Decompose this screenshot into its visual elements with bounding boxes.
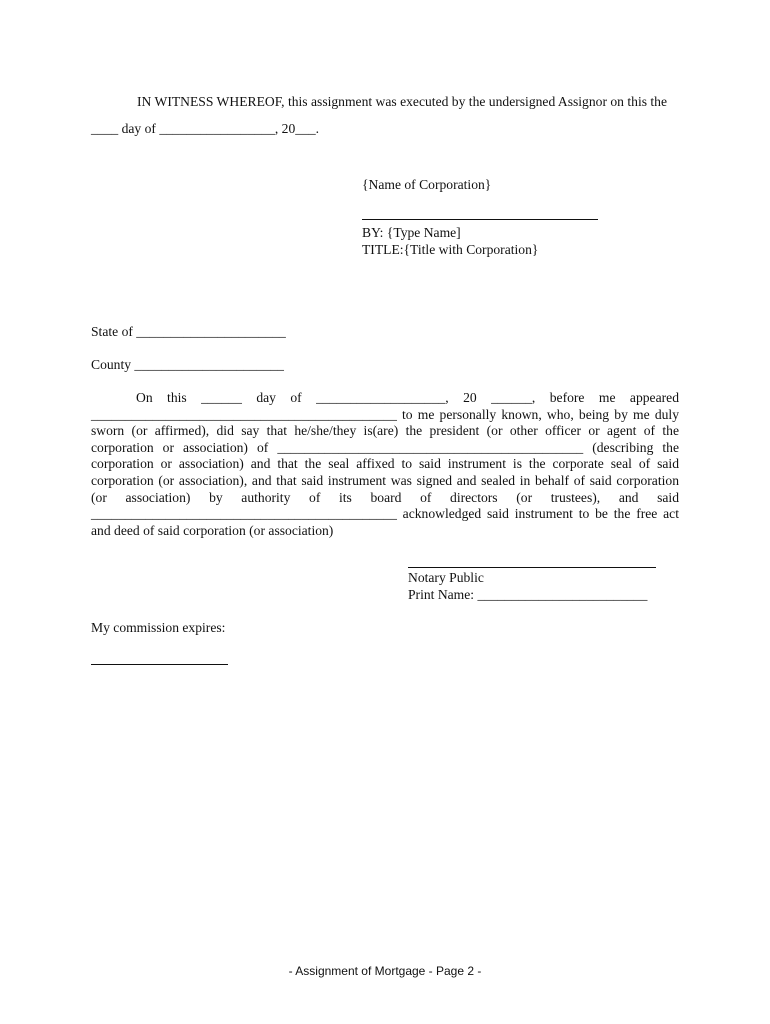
notary-print-name: Print Name: _________________________ [408, 587, 648, 602]
witness-clause-line2: ____ day of _________________, 20___. [91, 121, 320, 136]
ack-line-2: _____________________________________________ to me personally known, who, being by me duly [91, 406, 679, 422]
state-of-field: State of ______________________ [91, 324, 286, 339]
signer-by: BY: {Type Name] [362, 225, 461, 240]
commission-expires-line [91, 664, 228, 665]
corporate-signature-line [362, 219, 598, 220]
ack-line-1: On this ______ day of ___________________, 20 ______, before me appeared [136, 390, 679, 405]
ack-line-3: sworn (or affirmed), did say that he/she/they is(are) the president (or other officer or agent of the [91, 423, 679, 439]
ack-line-7: (or association) by authority of its board of directors (or trustees), and said [91, 489, 679, 505]
ack-line-8: _____________________________________________ acknowledged said instrument to be the free act [91, 506, 679, 522]
notary-label: Notary Public [408, 570, 484, 585]
signer-title: TITLE:{Title with Corporation} [362, 242, 539, 257]
ack-line-5: corporation or association) and that the seal affixed to said instrument is the corporate seal of said [91, 456, 679, 472]
ack-line-9: and deed of said corporation (or association) [91, 522, 334, 538]
commission-expires-label: My commission expires: [91, 620, 226, 635]
ack-line-6: corporation (or association), and that said instrument was signed and sealed in behalf of said corporation [91, 473, 679, 488]
page-footer: - Assignment of Mortgage - Page 2 - [288, 964, 482, 978]
corporation-name: {Name of Corporation} [362, 177, 492, 192]
notary-signature-line [408, 567, 656, 568]
ack-line-4: corporation or association) of _____________________________________________ (describing the [91, 439, 679, 455]
county-field: County ______________________ [91, 357, 284, 372]
witness-clause-line1: IN WITNESS WHEREOF, this assignment was executed by the undersigned Assignor on this the [137, 94, 668, 109]
